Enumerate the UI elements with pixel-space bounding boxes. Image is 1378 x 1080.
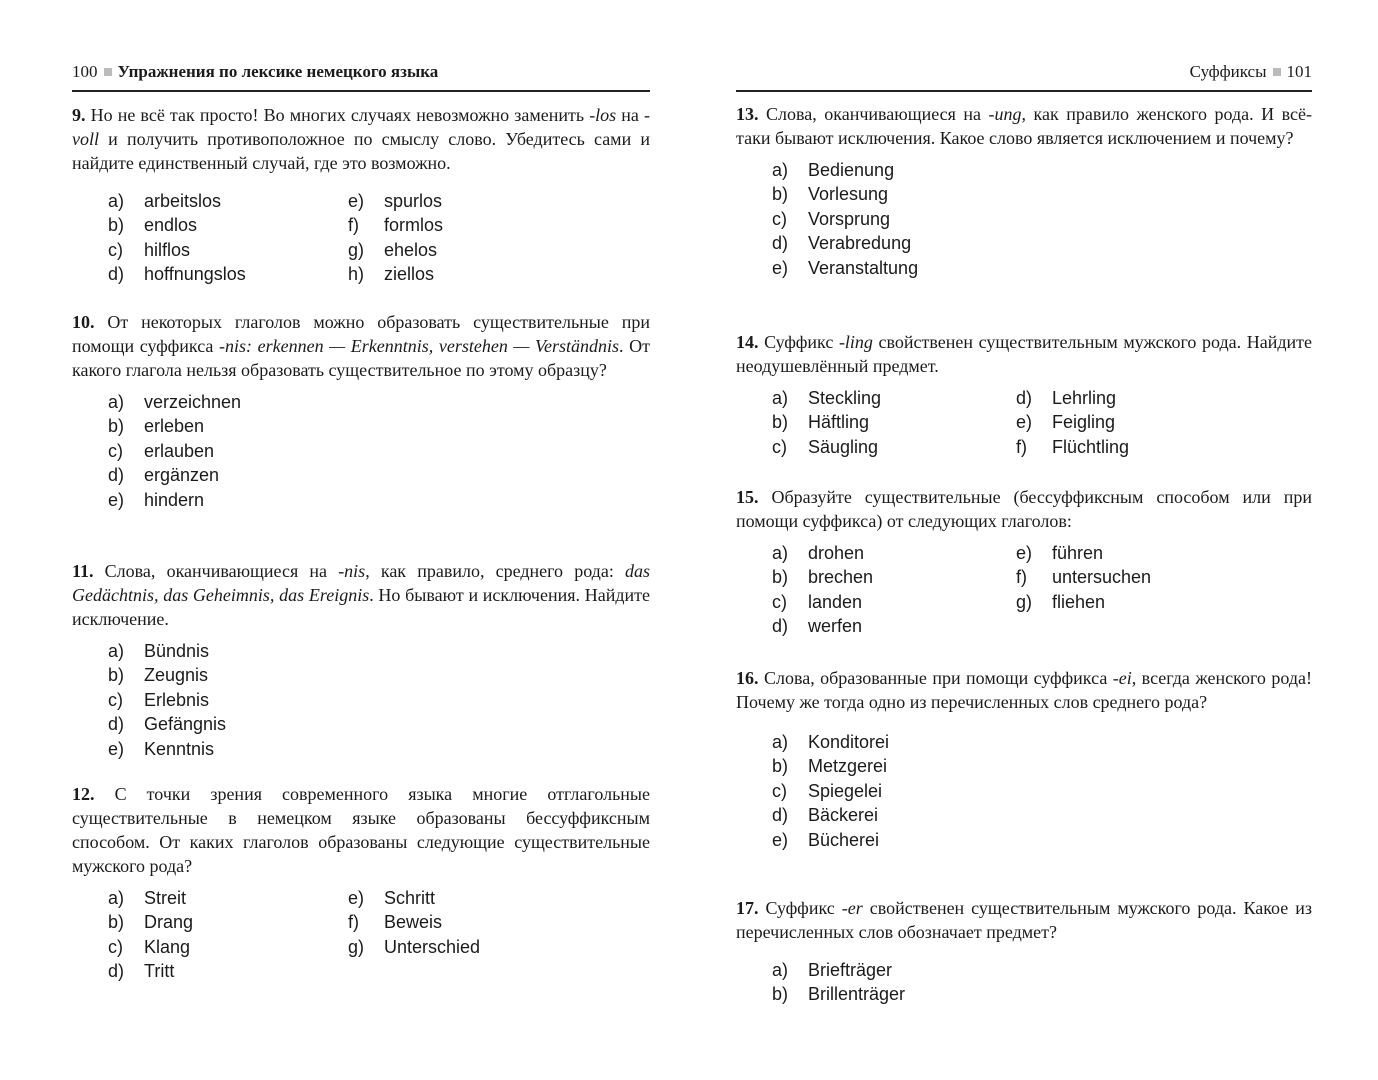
- option-item: [348, 189, 443, 213]
- option-word: spurlos: [384, 191, 443, 211]
- option-item: [72, 910, 348, 934]
- option-word: Häftling: [808, 412, 870, 433]
- exercise-16: [736, 666, 1312, 852]
- option-item: [1016, 386, 1129, 410]
- options-column: [348, 886, 480, 959]
- question-italic: -los: [589, 105, 617, 125]
- option-item: [736, 386, 1016, 410]
- option-item: [1016, 565, 1151, 589]
- option-word: Erlebnis: [144, 689, 210, 710]
- exercise-number: 16.: [736, 668, 759, 688]
- option-item: [348, 213, 443, 237]
- option-word: Bedienung: [808, 160, 895, 180]
- option-letter: c): [772, 591, 787, 612]
- option-item: [72, 262, 348, 286]
- question-text: От некоторых глаголов можно образовать существительные при помощи суффикса: [72, 312, 651, 356]
- option-word: verzeichnen: [144, 392, 242, 412]
- option-item: [72, 639, 226, 663]
- exercise-number: 10.: [72, 312, 95, 332]
- options-list: [72, 390, 650, 512]
- option-letter: b): [772, 567, 789, 588]
- option-letter: a): [108, 392, 125, 412]
- option-letter: e): [108, 489, 125, 510]
- option-item: [348, 935, 480, 959]
- question-text: . От какого глагола нельзя образовать существительное по этому образцу?: [72, 336, 650, 380]
- option-word: arbeitslos: [144, 191, 222, 211]
- header-rule: [72, 90, 650, 92]
- option-word: Veranstaltung: [808, 257, 919, 278]
- exercise-number: 15.: [736, 487, 759, 507]
- option-word: hoffnungslos: [144, 264, 246, 285]
- option-item: [72, 886, 348, 910]
- option-letter: f): [1016, 436, 1027, 457]
- option-letter: b): [108, 215, 125, 236]
- question-italic: -nis: erkennen — Erkenntnis, verstehen — Verständnis: [219, 336, 620, 356]
- option-letter: a): [108, 191, 125, 211]
- option-word: erleben: [144, 416, 205, 437]
- option-word: ehelos: [384, 239, 438, 260]
- option-word: drohen: [808, 543, 865, 563]
- option-word: Lehrling: [1052, 388, 1117, 408]
- option-word: Bündnis: [144, 641, 210, 661]
- header-rule: [736, 90, 1312, 92]
- option-letter: a): [772, 388, 789, 408]
- question-text: Но не всё так просто! Во многих случаях невозможно заменить: [90, 105, 590, 125]
- options-list: [72, 189, 650, 287]
- question-italic: -ei: [1112, 668, 1132, 688]
- option-word: hilflos: [144, 239, 191, 260]
- option-word: Kenntnis: [144, 738, 215, 759]
- option-word: ziellos: [384, 264, 435, 285]
- option-item: [72, 414, 241, 438]
- option-word: brechen: [808, 567, 874, 588]
- option-item: [72, 688, 226, 712]
- option-item: [72, 935, 348, 959]
- option-item: [736, 410, 1016, 434]
- question-text: и получить противоположное по смыслу слово. Убедитесь сами и найдите единственный случай, где это возможно.: [72, 129, 650, 173]
- option-word: Metzgerei: [808, 756, 888, 777]
- option-item: [736, 590, 1016, 614]
- exercise-question: [72, 310, 650, 382]
- exercise-question: [736, 666, 1312, 714]
- option-word: Bäckerei: [808, 805, 879, 826]
- exercise-question: [72, 782, 650, 878]
- question-text: , как правило женского рода. И всё-таки бывают исключения. Какое слово является исключением и почему?: [736, 104, 1313, 148]
- option-letter: e): [772, 257, 789, 278]
- option-letter: e): [1016, 543, 1033, 563]
- question-text: Слова, оканчивающиеся на: [766, 104, 989, 124]
- running-title: Упражнения по лексике немецкого языка: [117, 62, 439, 81]
- options-column: [348, 189, 443, 287]
- option-letter: b): [108, 416, 125, 437]
- right-page-header: [1190, 62, 1312, 82]
- option-letter: d): [108, 465, 125, 486]
- option-item: [736, 803, 889, 827]
- option-letter: a): [772, 960, 789, 980]
- option-item: [736, 754, 889, 778]
- option-word: ergänzen: [144, 465, 220, 486]
- option-word: erlauben: [144, 440, 215, 461]
- option-item: [348, 910, 480, 934]
- option-letter: e): [348, 888, 365, 908]
- option-word: Konditorei: [808, 732, 890, 752]
- option-letter: b): [108, 665, 125, 686]
- option-letter: d): [772, 616, 789, 637]
- option-word: Feigling: [1052, 412, 1116, 433]
- exercise-question: [72, 103, 650, 175]
- exercise-10: [72, 310, 650, 512]
- options-list: [736, 541, 1312, 639]
- option-item: [348, 886, 480, 910]
- option-letter: d): [108, 264, 125, 285]
- options-column: [72, 189, 348, 287]
- left-page-header: [72, 62, 438, 82]
- option-item: [736, 541, 1016, 565]
- options-column: [736, 158, 918, 280]
- option-item: [72, 238, 348, 262]
- options-column: [736, 958, 905, 1007]
- option-item: [72, 390, 241, 414]
- question-text: Суффикс: [765, 898, 842, 918]
- option-item: [736, 231, 918, 255]
- options-column: [1016, 386, 1129, 459]
- exercise-question: [736, 102, 1312, 150]
- question-text: С точки зрения современного языка многие отглагольные существительные в немецком языке образованы бессуффиксным способом. От каких глаголов образованы следующие существительные мужского рода?: [72, 784, 650, 876]
- option-item: [736, 158, 918, 182]
- option-letter: a): [108, 641, 125, 661]
- option-item: [1016, 435, 1129, 459]
- option-letter: b): [772, 756, 789, 777]
- option-word: landen: [808, 591, 863, 612]
- options-list: [736, 158, 1312, 280]
- option-item: [736, 614, 1016, 638]
- exercise-13: [736, 102, 1312, 280]
- question-text: свойственен существительным мужского рода. Найдите неодушевлённый предмет.: [736, 332, 1313, 376]
- option-item: [72, 712, 226, 736]
- option-letter: d): [772, 805, 789, 826]
- option-letter: f): [1016, 567, 1027, 588]
- option-letter: e): [772, 829, 789, 850]
- page-number: 101: [1286, 62, 1312, 81]
- option-word: fliehen: [1052, 591, 1106, 612]
- option-letter: c): [108, 689, 123, 710]
- option-letter: a): [772, 160, 789, 180]
- option-word: werfen: [808, 616, 863, 637]
- option-word: Vorlesung: [808, 184, 889, 205]
- exercise-12: [72, 782, 650, 984]
- option-letter: a): [772, 732, 789, 752]
- option-letter: e): [348, 191, 365, 211]
- option-word: Spiegelei: [808, 780, 883, 801]
- option-letter: g): [348, 239, 365, 260]
- option-item: [736, 982, 905, 1006]
- option-letter: c): [772, 208, 787, 229]
- option-word: Briefträger: [808, 960, 893, 980]
- exercise-number: 13.: [736, 104, 759, 124]
- option-item: [736, 958, 905, 982]
- option-letter: b): [772, 984, 789, 1005]
- option-word: Vorsprung: [808, 208, 891, 229]
- option-word: Flüchtling: [1052, 436, 1130, 457]
- exercise-11: [72, 559, 650, 761]
- option-letter: e): [108, 738, 125, 759]
- option-letter: g): [1016, 591, 1033, 612]
- option-item: [736, 182, 918, 206]
- running-title: Суффиксы: [1189, 62, 1267, 81]
- question-text: Образуйте существительные (бессуффиксным способом или при помощи суффикса) от следующих глаголов:: [736, 487, 1313, 531]
- option-item: [72, 439, 241, 463]
- option-letter: d): [772, 233, 789, 254]
- option-letter: h): [348, 264, 365, 285]
- question-text: Слова, оканчивающиеся на: [104, 561, 339, 581]
- exercise-9: [72, 103, 650, 287]
- option-letter: c): [772, 780, 787, 801]
- exercise-number: 12.: [72, 784, 95, 804]
- options-column: [736, 541, 1016, 639]
- option-word: Streit: [144, 888, 187, 908]
- question-text: свойственен существительным мужского рода. Какое из перечисленных слов обозначает предмет?: [736, 898, 1312, 942]
- question-italic: -er: [841, 898, 863, 918]
- option-item: [72, 663, 226, 687]
- question-text: , всегда женского рода! Почему же тогда одно из перечисленных слов среднего рода?: [736, 668, 1312, 712]
- option-item: [72, 213, 348, 237]
- option-letter: d): [108, 961, 125, 982]
- option-letter: c): [108, 440, 123, 461]
- options-list: [72, 639, 650, 761]
- option-word: endlos: [144, 215, 198, 236]
- option-word: Gefängnis: [144, 714, 227, 735]
- option-item: [348, 262, 443, 286]
- option-letter: a): [772, 543, 789, 563]
- exercise-question: [72, 559, 650, 631]
- option-letter: b): [772, 184, 789, 205]
- option-word: Tritt: [144, 961, 175, 982]
- options-column: [72, 886, 348, 984]
- option-item: [736, 565, 1016, 589]
- options-column: [72, 390, 241, 512]
- options-list: [736, 730, 1312, 852]
- question-italic: -ling: [838, 332, 873, 352]
- option-letter: c): [108, 239, 123, 260]
- exercise-question: [736, 896, 1312, 944]
- option-item: [348, 238, 443, 262]
- option-item: [736, 435, 1016, 459]
- option-letter: g): [348, 936, 365, 957]
- option-letter: d): [1016, 388, 1033, 408]
- option-item: [1016, 541, 1151, 565]
- option-word: Säugling: [808, 436, 879, 457]
- option-word: Beweis: [384, 912, 443, 933]
- exercise-14: [736, 330, 1312, 459]
- options-list: [736, 958, 1312, 1007]
- exercise-number: 14.: [736, 332, 759, 352]
- option-letter: b): [108, 912, 125, 933]
- option-word: führen: [1052, 543, 1104, 563]
- exercise-15: [736, 485, 1312, 639]
- options-column: [1016, 541, 1151, 614]
- option-item: [72, 189, 348, 213]
- exercise-question: [736, 485, 1312, 533]
- question-italic: -ung: [988, 104, 1022, 124]
- option-word: Verabredung: [808, 233, 912, 254]
- option-item: [72, 463, 241, 487]
- question-text: , как правило, среднего рода:: [365, 561, 625, 581]
- exercise-question: [736, 330, 1312, 378]
- question-text: на: [616, 105, 645, 125]
- option-word: Brillenträger: [808, 984, 906, 1005]
- page-number: 100: [72, 62, 98, 81]
- option-word: Steckling: [808, 388, 882, 408]
- options-column: [736, 386, 1016, 459]
- option-item: [1016, 590, 1151, 614]
- header-separator: [1273, 68, 1281, 76]
- option-word: hindern: [144, 489, 205, 510]
- exercise-17: [736, 896, 1312, 1007]
- question-text: Суффикс: [764, 332, 839, 352]
- options-column: [72, 639, 226, 761]
- option-letter: b): [772, 412, 789, 433]
- question-italic: -nis: [338, 561, 366, 581]
- option-word: Klang: [144, 936, 191, 957]
- question-italic: -voll: [72, 105, 651, 149]
- options-list: [72, 886, 650, 984]
- option-letter: f): [348, 912, 359, 933]
- option-letter: f): [348, 215, 359, 236]
- exercise-number: 11.: [72, 561, 94, 581]
- option-word: formlos: [384, 215, 444, 236]
- option-letter: c): [772, 436, 787, 457]
- option-item: [1016, 410, 1129, 434]
- options-column: [736, 730, 889, 852]
- option-letter: c): [108, 936, 123, 957]
- option-item: [72, 959, 348, 983]
- option-item: [72, 488, 241, 512]
- option-item: [736, 207, 918, 231]
- option-word: Schritt: [384, 888, 436, 908]
- option-word: untersuchen: [1052, 567, 1152, 588]
- header-separator: [104, 68, 112, 76]
- option-letter: e): [1016, 412, 1033, 433]
- options-list: [736, 386, 1312, 459]
- question-italic: das Gedächtnis, das Geheimnis, das Ereignis: [72, 561, 651, 605]
- option-letter: d): [108, 714, 125, 735]
- option-word: Zeugnis: [144, 665, 209, 686]
- exercise-number: 9.: [72, 105, 86, 125]
- option-word: Unterschied: [384, 936, 481, 957]
- question-text: . Но бывают и исключения. Найдите исключение.: [72, 585, 650, 629]
- exercise-number: 17.: [736, 898, 759, 918]
- option-letter: a): [108, 888, 125, 908]
- option-item: [736, 256, 918, 280]
- question-text: Слова, образованные при помощи суффикса: [763, 668, 1113, 688]
- option-item: [736, 779, 889, 803]
- option-item: [72, 737, 226, 761]
- option-word: Bücherei: [808, 829, 880, 850]
- option-item: [736, 828, 889, 852]
- option-word: Drang: [144, 912, 194, 933]
- option-item: [736, 730, 889, 754]
